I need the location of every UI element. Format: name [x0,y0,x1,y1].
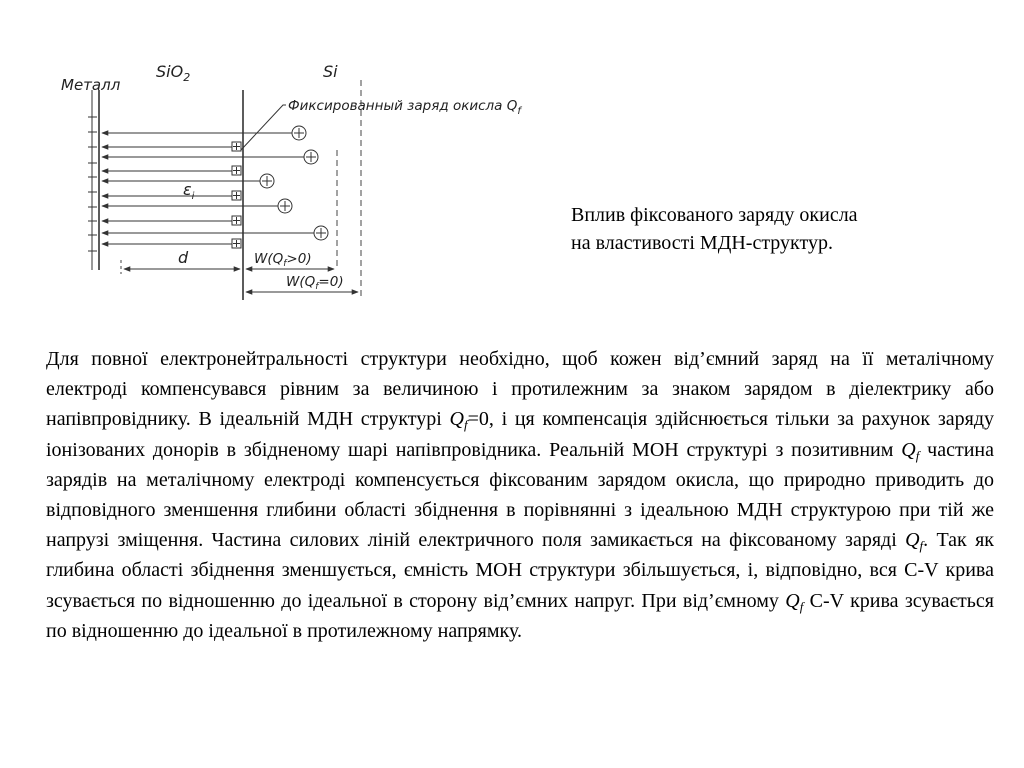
label-si: Si [323,62,338,81]
field-lines-to-donors [102,133,314,233]
body-text-part-2: =0, і ця компенсація здійснюється тільки за рахунок заряду іонізованих донорів в збідненому шарі напівпровідника. Реальній МОН структурі з позитивним [46,408,994,461]
qf-symbol: $Q_f$ [449,408,468,433]
fixed-charge-leader [241,105,286,150]
body-text-part-5: C-V крива зсувається по відношенню до ідеальної в протилежному напрямку. [46,589,994,642]
label-w-zero: $W(Q_f=0)$ [286,274,344,292]
figure-caption [571,201,971,257]
qf-symbol: $Q_f$ [785,589,804,614]
caption-line-1: Вплив фіксованого заряду окисла [571,204,858,226]
mos-fixed-charge-diagram [40,55,560,310]
label-fixed-charge: Фиксированный заряд окисла $Q_f$ [288,98,521,117]
body-text-part-1: Для повної електронейтральності структури необхідно, щоб кожен від’ємний заряд на її металічному електроді компенсувався рівним за величиною і протилежним за знаком зарядом в діелектрику або напівпровіднику. В ідеальній МДН структурі [46,348,994,431]
body-paragraph [46,344,994,646]
label-metal: Металл [61,76,121,94]
caption-line-2: на властивості МДН-структур. [571,232,833,254]
qf-symbol: $Q_f$ [905,529,924,554]
fixed-oxide-charges [232,142,241,248]
body-text-part-4: . Так як глибина області збіднення зменшується, ємність МОН структури збільшується, і, відповідно, вся C-V крива зсувається по відношенню до ідеальної в сторону від’ємних напруг. При від’ємному [46,529,994,612]
label-d: d [178,248,189,267]
qf-symbol: $Q_f$ [901,438,920,463]
label-sio2: SiO$_2$ [156,62,191,84]
label-w-positive: $W(Q_f>0)$ [254,251,312,269]
body-text-part-3: частина зарядів на металічному електроді компенсується фіксованим зарядом окисла, що природно приводить до відповідного зменшення глибини області збіднення в порівнянні з ідеальною МДН структурою при тій же напрузі зміщення. Частина силових ліній електричного поля замикається на фіксованому заряді [46,438,994,552]
field-lines-to-fixed-charge [102,147,236,244]
label-field: $\varepsilon_i$ [183,180,195,202]
ionized-donors [260,126,328,240]
